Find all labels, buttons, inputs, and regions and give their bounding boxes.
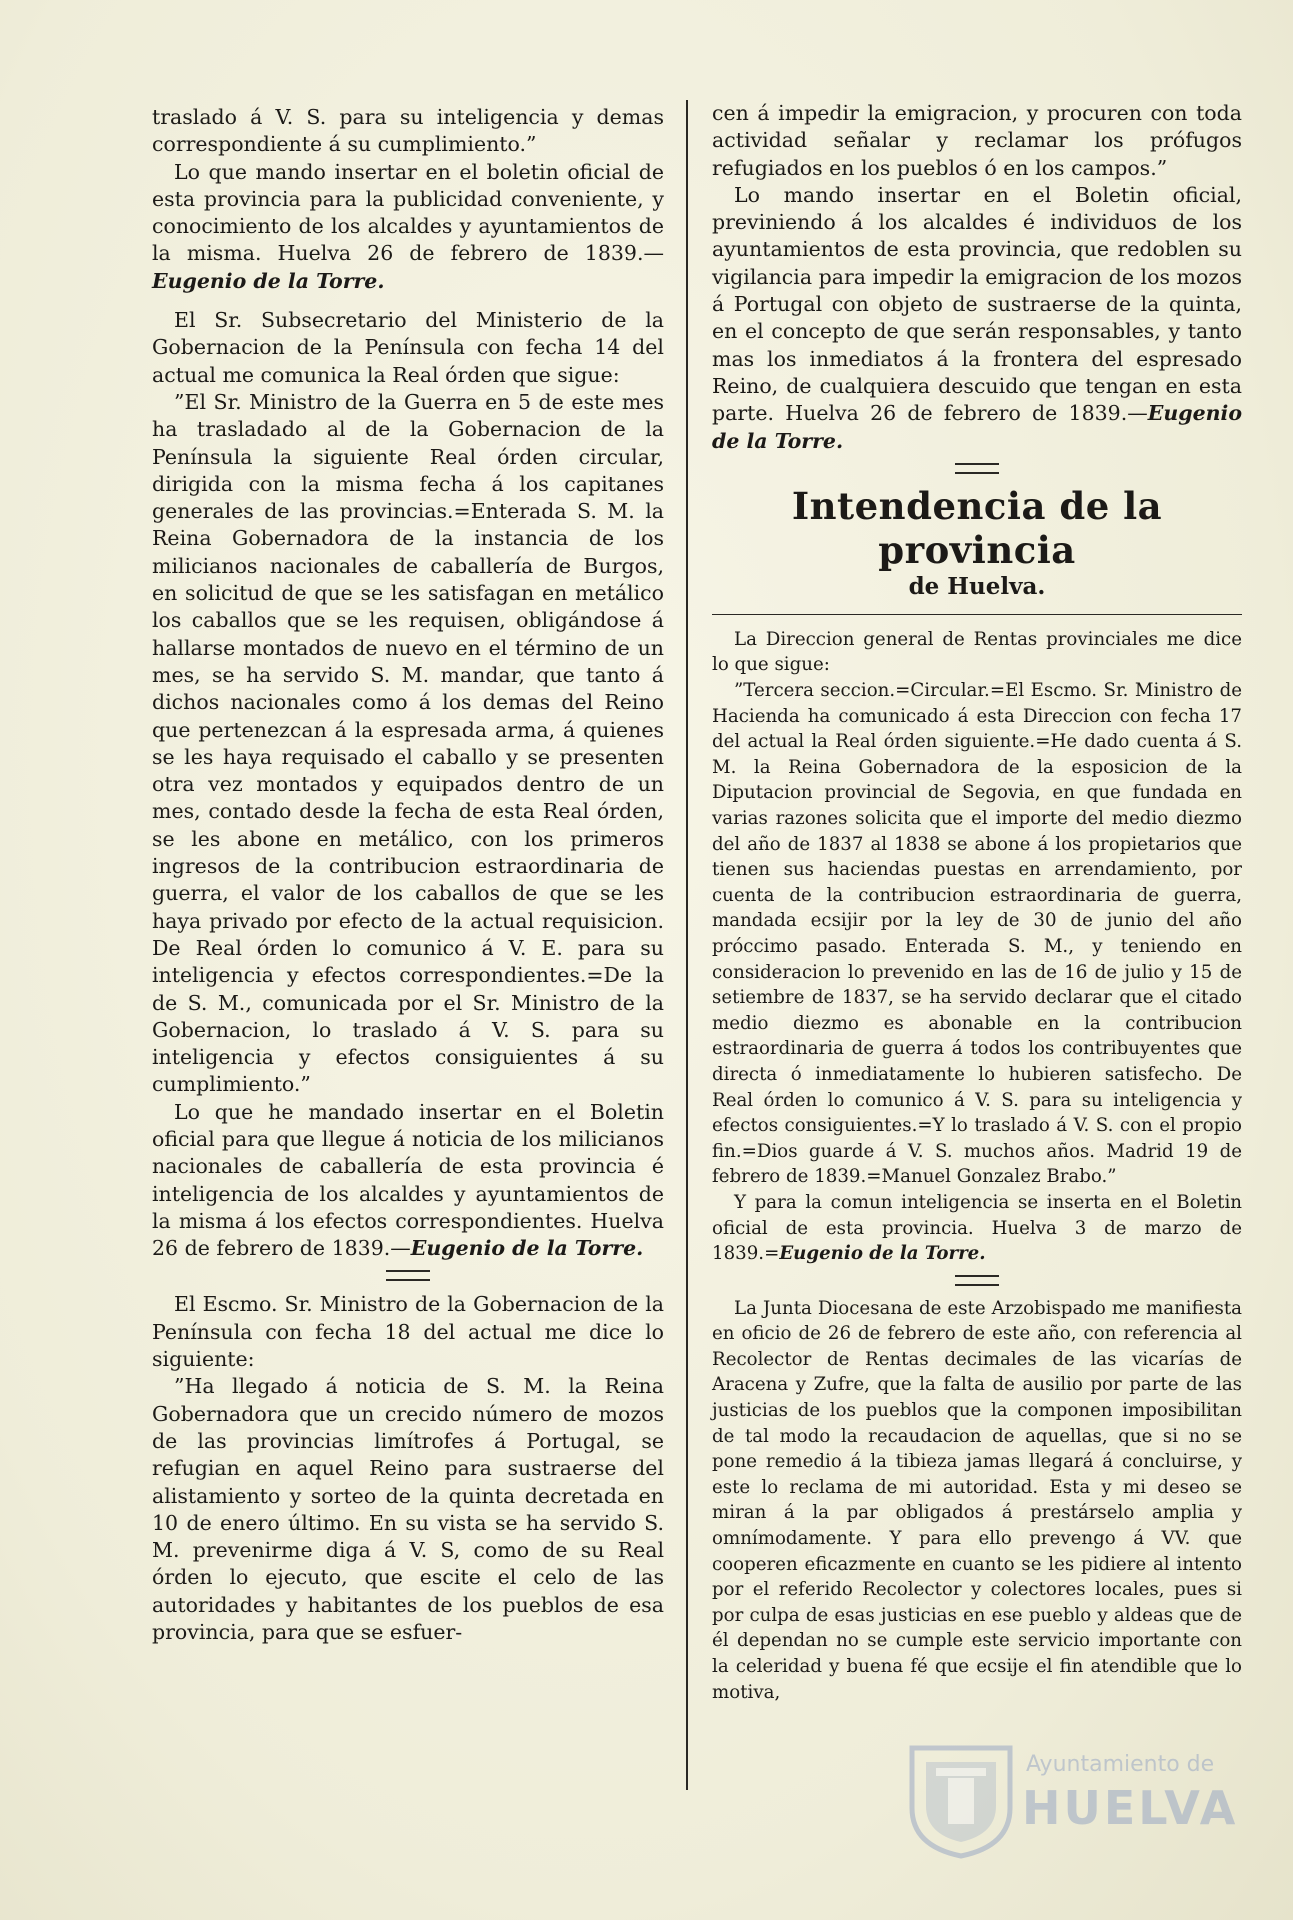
left-paragraph-7: ”Ha llegado á noticia de S. M. la Reina Gobernadora que un crecido número de mozos de las provincias limítrofes á Portugal, se refugian en aquel Reino para sustraerse del alistamiento y sorteo de la quinta decretada en 10 de enero último. En su vista se ha servido S. M. prevenirme diga á V. S, como de su Real órden lo ejecuto, que escite el celo de las autoridades y habitantes de los pueblos de esa provincia, para que se esfuer- bbox=[152, 1374, 664, 1645]
separator bbox=[955, 1275, 999, 1286]
left-paragraph-3: El Sr. Subsecretario del Ministerio de la Gobernacion de la Península con fecha 14 del actual me comunica la Real órden que sigue: bbox=[152, 308, 664, 387]
signature: Eugenio de la Torre. bbox=[410, 1236, 644, 1261]
right-paragraph-5-text: Y para la comun inteligencia se inserta en el Boletin oficial de esta provincia. Huelva 3 de marzo de 1839.= bbox=[712, 1191, 1242, 1265]
separator bbox=[386, 1270, 430, 1281]
left-paragraph-2 bbox=[152, 159, 664, 295]
left-paragraph-5 bbox=[152, 1099, 664, 1263]
right-paragraph-6: La Junta Diocesana de este Arzobispado me manifiesta en oficio de 26 de febrero de este año, con referencia al Recolector de Rentas decimales de las vicarías de Aracena y Zufre, que la falta de ausilio por parte de las justicias de los pueblos que la componen imposibilitan de tal modo la recaudacion de aquellas, que si no se pone remedio á la tibieza jamas llegará á concluirse, y este lo reclama de mi autoridad. Esta y mi deseo se miran á la par obligados á prestárselo amplia y omnímodamente. Y para ello prevengo á VV. que cooperen eficazmente en cuanto se les pidiere al intento por el referido Recolector y colectores locales, pues si por culpa de esas justicias en ese pueblo y aldeas que de él dependan no se cumple este servicio importante con la celeridad y buena fé que ecsije el fin atendible que lo motiva, bbox=[712, 1297, 1242, 1703]
right-paragraph-2-text: Lo mando insertar en el Boletin oficial, previniendo á los alcaldes é individuos de los ayuntamientos de esta provincia, que redoblen su vigilancia para impedir la emigracion de los mozos á Portugal con objeto de sustraerse de la quinta, en el concepto de que serán responsables, y tanto mas los inmediatos á la frontera del espresado Reino, de cualquiera descuido que tengan en esta parte. Huelva 26 de febrero de 1839.— bbox=[712, 182, 1242, 426]
left-paragraph-2-text: Lo que mando insertar en el boletin oficial de esta provincia para la publicidad conveniente, y conocimiento de los alcaldes y ayuntamientos de la misma. Huelva 26 de febrero de 1839.— bbox=[152, 159, 664, 266]
section-title: Intendencia de la provincia bbox=[791, 483, 1163, 572]
left-paragraph-1: traslado á V. S. para su inteligencia y demas correspondiente á su cumplimiento.” bbox=[152, 105, 664, 157]
left-column bbox=[152, 104, 664, 1646]
separator bbox=[955, 463, 999, 474]
left-paragraph-4: ”El Sr. Ministro de la Guerra en 5 de este mes ha trasladado al de la Gobernacion de la Península la siguiente Real órden circular, dirigida con la misma fecha á los capitanes generales de las provincias.=Enterada S. M. la Reina Gobernadora de la instancia de los milicianos nacionales de caballería de Burgos, en solicitud de que se les satisfagan en metálico los caballos que se les requisen, obligándose á hallarse montados de nuevo en el término de un mes, se ha servido S. M. mandar, que tanto á dichos nacionales como á los demas del Reino que pertenezcan á la espresada arma, á quienes se les haya requisado el caballo y se presenten otra vez montados y equipados dentro de un mes, contado desde la fecha de esta Real órden, se les abone en metálico, con los primeros ingresos de la contribucion estraordinaria de guerra, el valor de los caballos de que se les haya privado por efecto de la actual requisicion. De Real órden lo comunico á V. E. para su inteligencia y efectos correspondientes.=De la de S. M., comunicada por el Sr. Ministro de la Gobernacion, lo traslado á V. S. para su inteligencia y efectos consiguientes á su cumplimiento.” bbox=[152, 389, 664, 1097]
signature: Eugenio de la Torre. bbox=[712, 401, 1242, 453]
right-column bbox=[712, 100, 1242, 1705]
watermark-city: HUELVA bbox=[1022, 1781, 1239, 1835]
ayuntamiento-watermark bbox=[902, 1738, 1239, 1866]
section-subtitle: de Huelva. bbox=[908, 572, 1046, 600]
signature: Eugenio de la Torre. bbox=[779, 1243, 986, 1265]
section-rule bbox=[712, 614, 1242, 615]
signature: Eugenio de la Torre. bbox=[152, 268, 385, 293]
right-paragraph-1: cen á impedir la emigracion, y procuren con toda actividad señalar y reclamar los prófugos refugiados en los pueblos ó en los campos.” bbox=[712, 101, 1242, 180]
left-paragraph-5-text: Lo que he mandado insertar en el Boletin oficial para que llegue á noticia de los milicianos nacionales de caballería de esta provincia é inteligencia de los alcaldes y ayuntamientos de la misma á los efectos correspondientes. Huelva 26 de febrero de 1839.— bbox=[152, 1099, 664, 1261]
city-shield-icon bbox=[902, 1738, 1020, 1860]
right-paragraph-5 bbox=[712, 1190, 1242, 1267]
right-small-text-block bbox=[712, 627, 1242, 1705]
left-paragraph-6: El Escmo. Sr. Ministro de la Gobernacion de la Península con fecha 18 del actual me dice lo siguiente: bbox=[152, 1292, 664, 1372]
watermark-name: Ayuntamiento de bbox=[1026, 1752, 1215, 1777]
right-paragraph-3: La Direccion general de Rentas provinciales me dice lo que sigue: bbox=[712, 628, 1242, 676]
right-paragraph-4: ”Tercera seccion.=Circular.=El Escmo. Sr. Ministro de Hacienda ha comunicado á esta Direccion con fecha 17 del actual la Real órden siguiente.=He dado cuenta á S. M. la Reina Gobernadora de la esposicion de la Diputacion provincial de Segovia, en que fundada en varias razones solicita que el importe del medio diezmo del año de 1837 al 1838 se abone á los propietarios que tienen sus haciendas puestas en arrendamiento, por cuenta de la contribucion estraordinaria de guerra, mandada ecsijir por la ley de 30 de junio del año próccimo pasado. Enterada S. M., y teniendo en consideracion lo prevenido en las de 16 de julio y 15 de setiembre de 1837, se ha servido declarar que el citado medio diezmo es abonable en la contribucion estraordinaria de guerra á todos los contribuyentes que directa ó inmediatamente lo hubieren satisfecho. De Real órden lo comunico á V. S. para su inteligencia y efectos consiguientes.=Y lo traslado á V. S. con el propio fin.=Dios guarde á V. S. muchos años. Madrid 19 de febrero de 1839.=Manuel Gonzalez Brabo.” bbox=[712, 680, 1242, 1188]
right-paragraph-2 bbox=[712, 182, 1242, 455]
column-divider bbox=[686, 100, 688, 1790]
